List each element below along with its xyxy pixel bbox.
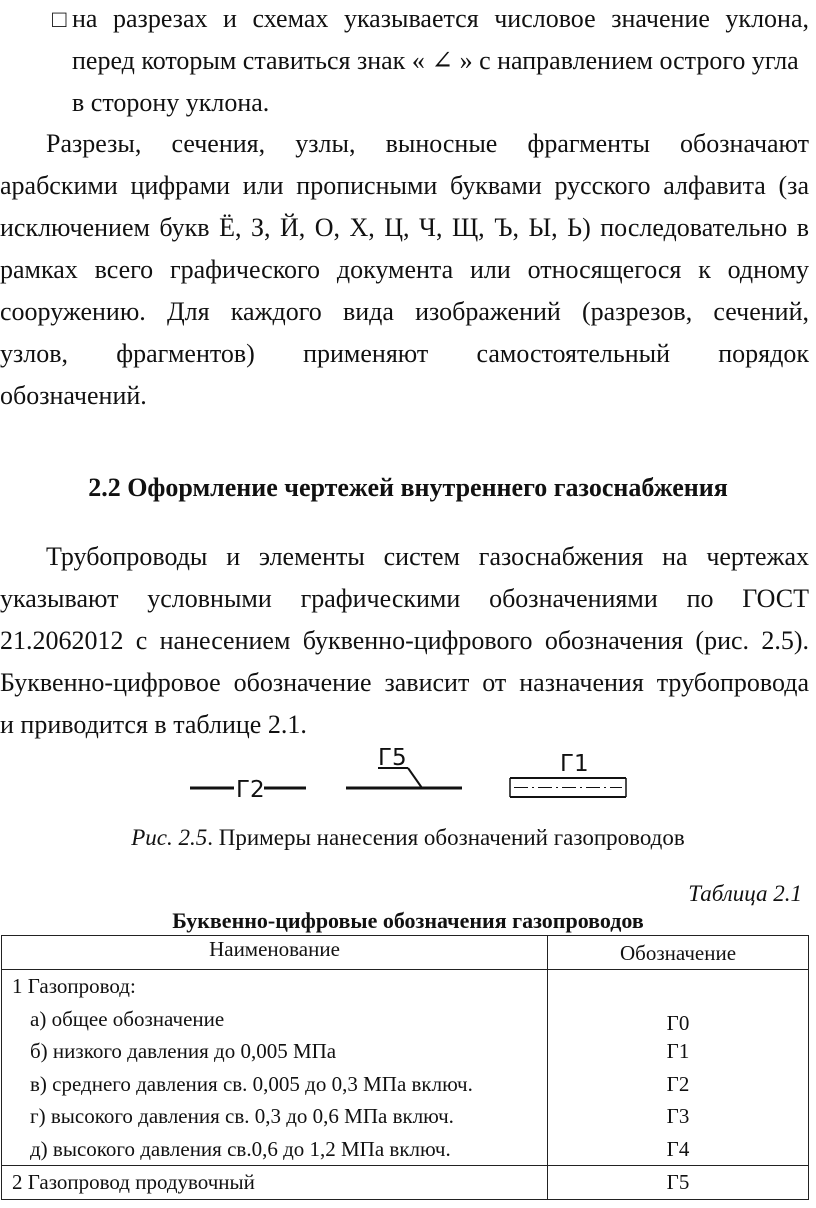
figure-number: Рис. 2.5 <box>131 825 208 850</box>
row-name: г) высокого давления св. 0,3 до 0,6 МПа включ. <box>30 1104 454 1129</box>
pipeline-g1-example <box>510 751 626 797</box>
table-row <box>2 970 809 1166</box>
paragraph-line: Трубопроводы и элементы систем газоснабжения на чертежах <box>46 542 809 571</box>
paragraph-line: 21.2062012 с нанесением буквенно-цифрового обозначения (рис. 2.5). <box>0 626 809 655</box>
row-code: Г4 <box>666 1136 690 1161</box>
figure-caption <box>0 824 816 852</box>
bullet-line: в сторону уклона. <box>72 88 270 117</box>
row-name: 2 Газопровод продувочный <box>12 1170 255 1195</box>
table-number: Таблица 2.1 <box>688 881 802 906</box>
row-code: Г1 <box>666 1039 690 1064</box>
pipeline-g5-example <box>346 745 462 788</box>
paragraph-line: узлов, фрагментов) применяют самостоятельный порядок <box>0 339 809 368</box>
paragraph-line: указывают условными графическими обозначениями по ГОСТ <box>0 584 809 613</box>
column-header-name: Наименование <box>2 936 548 970</box>
paragraph-line: арабскими цифрами или прописными буквами русского алфавита (за <box>0 171 809 200</box>
pipeline-g2-example <box>190 777 306 803</box>
pipeline-designation-figure <box>180 744 640 808</box>
paragraph-line: рамках всего графического документа или относящегося к одному <box>0 255 809 284</box>
bullet-line: на разрезах и схемах указывается числовое значение уклона, <box>72 4 809 33</box>
pipeline-label-g2: Г2 <box>236 777 265 803</box>
pipeline-label-g5: Г5 <box>378 745 407 771</box>
paragraph-line: и приводится в таблице 2.1. <box>0 710 307 739</box>
row-code: Г2 <box>666 1071 690 1096</box>
row-code: Г5 <box>666 1170 690 1195</box>
table-header-row <box>2 936 809 970</box>
row-name: б) низкого давления до 0,005 МПа <box>30 1039 337 1064</box>
paragraph-line: обозначений. <box>0 381 147 410</box>
figure-caption-text: . Примеры нанесения обозначений газопроводов <box>207 825 685 850</box>
group-title: 1 Газопровод: <box>12 974 136 999</box>
gas-pipeline-designations-table <box>1 935 809 1200</box>
bullet-box-icon: □ <box>52 7 67 33</box>
paragraph-line: исключением букв Ё, З, Й, О, Х, Ц, Ч, Щ, Ъ, Ы, Ь) последовательно в <box>0 213 809 242</box>
row-code: Г0 <box>666 1010 690 1035</box>
table-title: Буквенно-цифровые обозначения газопроводов <box>172 908 644 933</box>
table-row <box>2 1166 809 1200</box>
row-code: Г3 <box>666 1104 690 1129</box>
paragraph-line: Разрезы, сечения, узлы, выносные фрагменты обозначают <box>46 129 809 158</box>
paragraph-line: сооружению. Для каждого вида изображений (разрезов, сечений, <box>0 297 809 326</box>
section-heading: 2.2 Оформление чертежей внутреннего газоснабжения <box>88 473 728 502</box>
column-header-code: Обозначение <box>548 936 809 970</box>
row-name: в) среднего давления св. 0,005 до 0,3 МПа включ. <box>30 1071 473 1096</box>
pipeline-label-g1: Г1 <box>560 751 589 777</box>
paragraph-line: Буквенно-цифровое обозначение зависит от назначения трубопровода <box>0 668 809 697</box>
row-name: д) высокого давления св.0,6 до 1,2 МПа включ. <box>30 1136 451 1161</box>
bullet-line: перед которым ставиться знак « ∠ » с направлением острого угла <box>72 46 799 75</box>
row-name: а) общее обозначение <box>30 1006 225 1031</box>
